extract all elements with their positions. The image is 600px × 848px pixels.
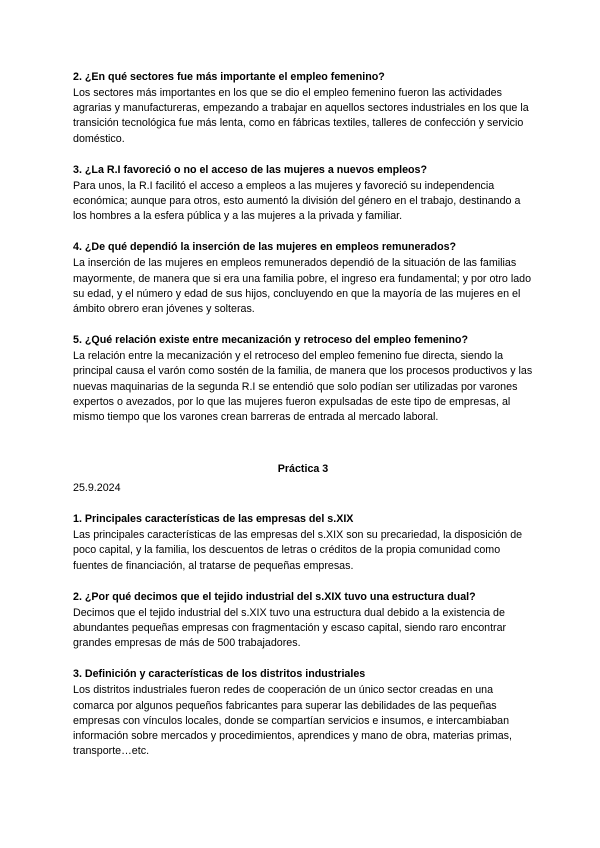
document-content (73, 70, 533, 775)
answer-text: Decimos que el tejido industrial del s.XIX tuvo una estructura dual debido a la existencia de abundantes pequeñas empresas con fragmentación y escaso capital, siendo raro encontrar grandes empresas de más de 500 trabajadores. (73, 606, 507, 650)
question-block (73, 70, 533, 147)
answer-text: Los sectores más importantes en los que se dio el empleo femenino fueron las actividades agrarias y manufactureras, empezando a trabajar en aquellos sectores industriales en los que la transición tecnológica fue más lenta, como en fábricas textiles, talleres de confección y servicio doméstico. (73, 87, 529, 145)
question-block (73, 163, 533, 225)
answer-text: La inserción de las mujeres en empleos remunerados dependió de la situación de las familias mayormente, de manera que si era una familia pobre, el ingreso era fundamental; y por otro lado su edad, y el número y edad de sus hijos, concluyendo en que la mayoría de las mujeres en el ámbito obrero eran jóvenes y solteras. (73, 257, 532, 316)
answer-text: Las principales características de las empresas del s.XIX son su precariedad, la disposición de poco capital, y la familia, los descuentos de letras o créditos de la propia comunidad como fuentes de financiación, al tratarse de pequeñas empresas. (73, 529, 523, 572)
question-block (73, 333, 533, 425)
question-block (73, 667, 533, 759)
question-title: 5. ¿Qué relación existe entre mecanización y retroceso del empleo femenino? (73, 334, 468, 347)
question-title: 2. ¿En qué sectores fue más importante el empleo femenino? (73, 71, 385, 83)
question-title: 1. Principales características de las empresas del s.XIX (73, 513, 354, 526)
answer-text: Para unos, la R.I facilitó el acceso a empleos a las mujeres y favoreció su independencia económica; aunque para otros, esto aumentó la división del género en el trabajo, destinando a los hombres a la esfera pública y a las mujeres a la privada y familiar. (73, 179, 521, 223)
question-block (73, 590, 533, 652)
question-block (73, 240, 533, 317)
question-block (73, 512, 533, 574)
question-title: 2. ¿Por qué decimos que el tejido industrial del s.XIX tuvo una estructura dual? (73, 590, 476, 603)
section-date: 25.9.2024 (73, 482, 121, 495)
section-title: Práctica 3 (277, 463, 329, 476)
question-title: 3. Definición y características de los distritos industriales (73, 668, 366, 681)
answer-text: Los distritos industriales fueron redes de cooperación de un único sector creadas en una comarca por algunos pequeños fabricantes para superar las debilidades de las pequeñas empresas con vínculos locales, donde se compartían servicios e insumos, e intercambiaban información sobre mercados y procedimientos, aprendices y mano de obra, materias primas, transporte…etc. (73, 684, 512, 758)
answer-text: La relación entre la mecanización y el retroceso del empleo femenino fue directa, siendo la principal causa el varón como sostén de la familia, de manera que los procesos productivos y las nuevas maquinarias de la segunda R.I se entendió que solo podían ser utilizadas por varones expertos o avezados, por lo que las mujeres fueron expulsadas de este tipo de empresas, al mismo tiempo que los varones crean barreras de entrada al mercado laboral. (73, 350, 533, 424)
question-title: 4. ¿De qué dependió la inserción de las mujeres en empleos remunerados? (73, 241, 457, 254)
question-title: 3. ¿La R.I favoreció o no el acceso de las mujeres a nuevos empleos? (73, 163, 428, 176)
